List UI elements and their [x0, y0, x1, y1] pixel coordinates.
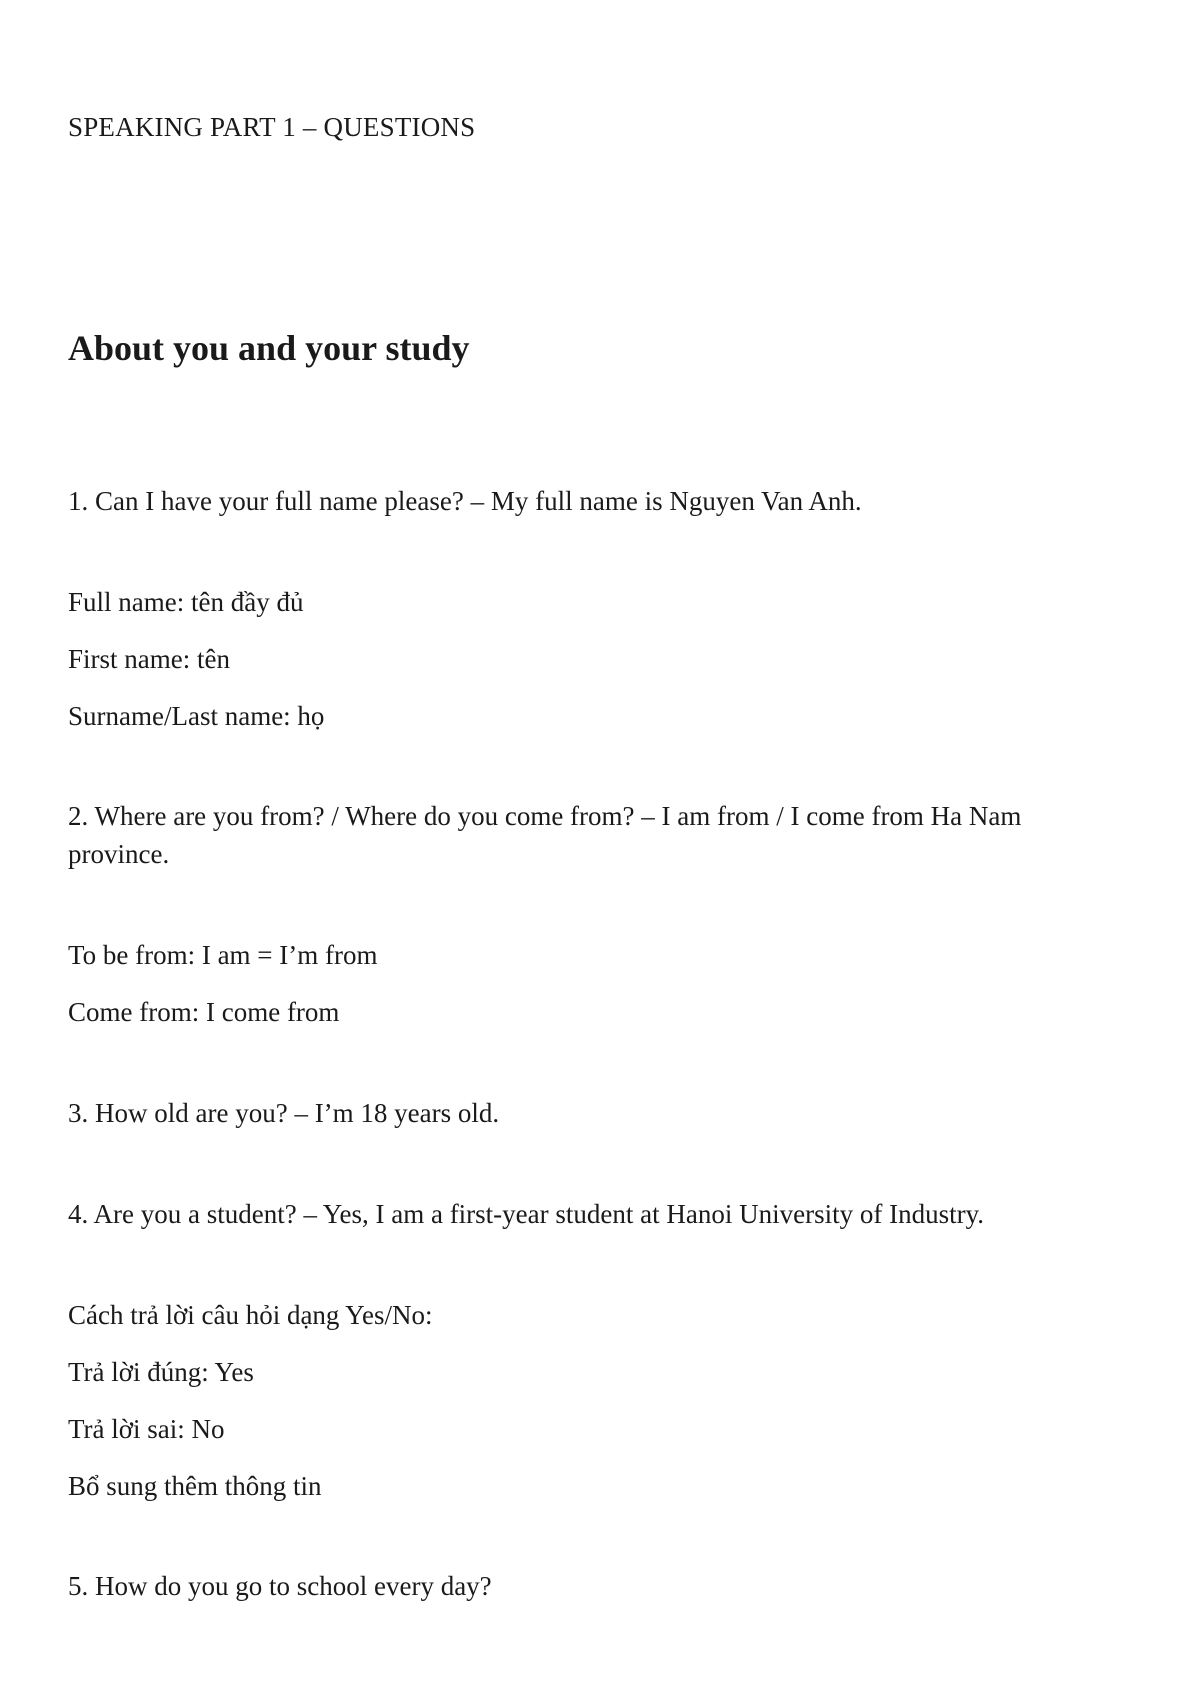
note-first-name: First name: tên [68, 644, 230, 674]
note-answer-no: Trả lời sai: No [68, 1414, 225, 1444]
note-come-from: Come from: I come from [68, 997, 340, 1027]
question-3: 3. How old are you? – I’m 18 years old. [68, 1098, 500, 1128]
question-4: 4. Are you a student? – Yes, I am a first-year student at Hanoi University of Industry. [68, 1199, 985, 1229]
note-yes-no-answers: Cách trả lời câu hỏi dạng Yes/No: [68, 1300, 433, 1330]
note-add-info: Bổ sung thêm thông tin [68, 1471, 322, 1501]
question-5: 5. How do you go to school every day? [68, 1571, 492, 1601]
section-heading: About you and your study [68, 328, 470, 368]
question-1: 1. Can I have your full name please? – My full name is Nguyen Van Anh. [68, 486, 862, 516]
document-title: SPEAKING PART 1 – QUESTIONS [68, 112, 476, 142]
note-surname: Surname/Last name: họ [68, 701, 325, 731]
question-2: 2. Where are you from? / Where do you come from? – I am from / I come from Ha Nam province. [68, 801, 1022, 869]
note-to-be-from: To be from: I am = I’m from [68, 940, 378, 970]
note-answer-yes: Trả lời đúng: Yes [68, 1357, 254, 1387]
note-full-name: Full name: tên đầy đủ [68, 587, 304, 617]
